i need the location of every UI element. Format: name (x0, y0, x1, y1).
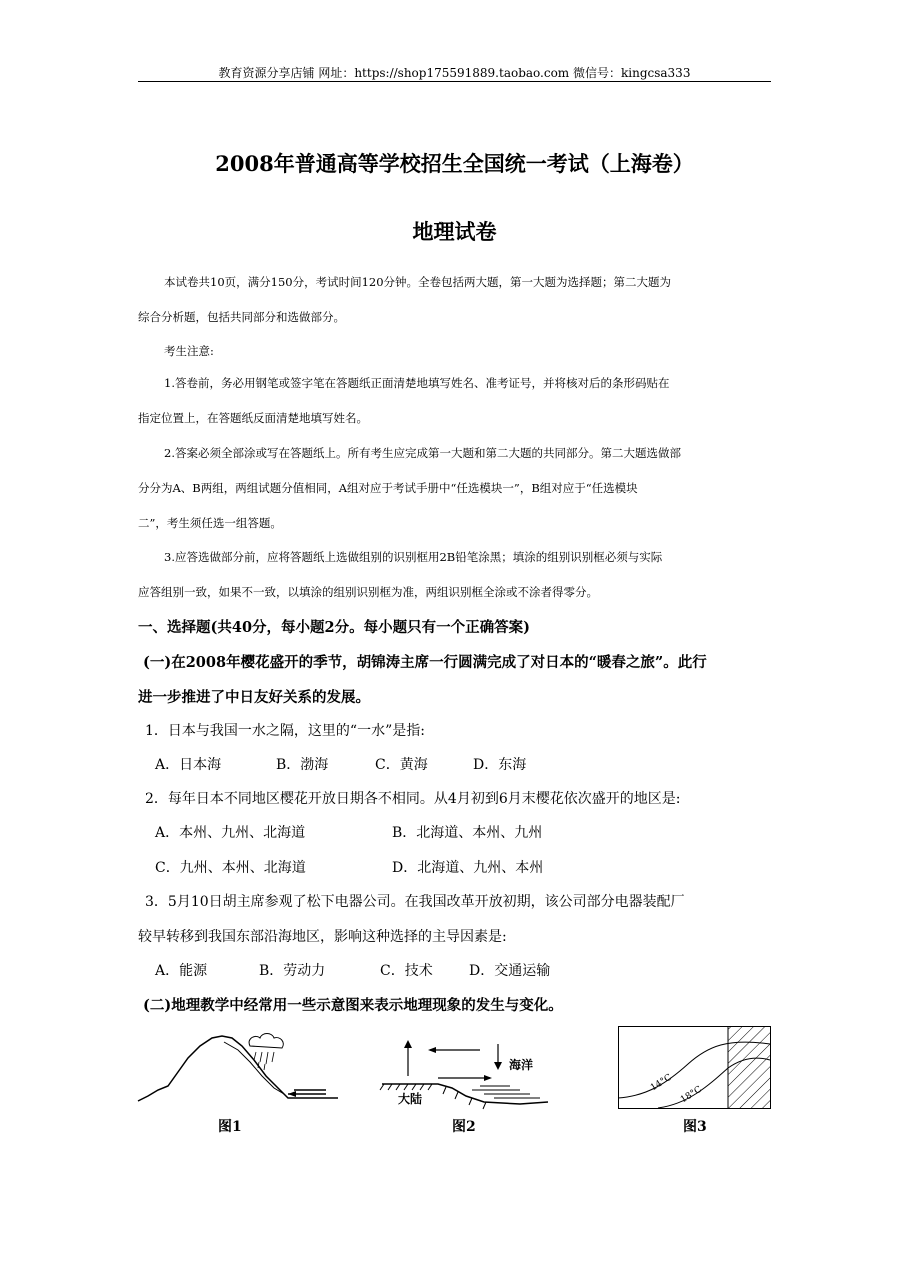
figure-3-label: 图3 (683, 1119, 707, 1135)
intro-line-2: 综合分析题，包括共同部分和选做部分。 (138, 310, 345, 324)
q1-option-a: A．日本海 (155, 757, 222, 773)
figure-2-label: 图2 (452, 1119, 476, 1135)
notice-2b: 分分为A、B两组，两组试题分值相同，A组对应于考试手册中“任选模块一”，B组对应于“任选模块 (138, 481, 638, 495)
intro-line-1: 本试卷共10页，满分150分，考试时间120分钟。全卷包括两大题，第一大题为选择题；第二大题为 (164, 275, 672, 289)
figure-1-diagram (138, 1028, 338, 1108)
q2-option-d: D．北海道、九州、本州 (392, 860, 544, 876)
group-2-intro: (二)地理教学中经常用一些示意图来表示地理现象的发生与变化。 (143, 997, 563, 1014)
q1-option-b: B．渤海 (276, 757, 329, 773)
notice-1a: 1.答卷前，务必用钢笔或签字笔在答题纸正面清楚地填写姓名、准考证号，并将核对后的条形码贴在 (164, 376, 670, 390)
q3-option-d: D．交通运输 (469, 963, 551, 979)
q2-stem: 2．每年日本不同地区樱花开放日期各不相同。从4月初到6月末樱花依次盛开的地区是: (145, 791, 681, 807)
figure-3-isotherm-14: 14°C (649, 1072, 674, 1094)
notice-3b: 应答组别一致，如果不一致，以填涂的组别识别框为准，两组识别框全涂或不涂者得零分。 (138, 585, 598, 599)
q2-option-b: B．北海道、本州、九州 (392, 825, 543, 841)
figure-1-label: 图1 (218, 1119, 242, 1135)
notice-1b: 指定位置上，在答题纸反面清楚地填写姓名。 (138, 411, 368, 425)
header-rule (138, 81, 771, 82)
q3-option-a: A．能源 (155, 963, 208, 979)
q3-option-b: B．劳动力 (259, 963, 326, 979)
figure-3-isotherm-18: 18°C (679, 1084, 704, 1106)
notice-title: 考生注意: (164, 344, 214, 358)
q3-stem-a: 3．5月10日胡主席参观了松下电器公司。在我国改革开放初期，该公司部分电器装配厂 (145, 894, 685, 910)
q1-option-c: C．黄海 (375, 757, 428, 773)
group-1-intro-a: (一)在2008年樱花盛开的季节，胡锦涛主席一行圆满完成了对日本的“暖春之旅”。此行 (143, 654, 707, 671)
figure-2-ocean-label: 海洋 (509, 1058, 534, 1072)
figure-2-land-label: 大陆 (398, 1092, 423, 1106)
exam-subtitle: 地理试卷 (412, 219, 497, 244)
notice-2a: 2.答案必须全部涂或写在答题纸上。所有考生应完成第一大题和第二大题的共同部分。第二大题选做部 (164, 446, 681, 460)
q2-option-c: C．九州、本州、北海道 (155, 860, 306, 876)
q3-option-c: C．技术 (380, 963, 433, 979)
notice-3a: 3.应答选做部分前，应将答题纸上选做组别的识别框用2B铅笔涂黑；填涂的组别识别框必须与实际 (164, 550, 663, 564)
q1-stem: 1．日本与我国一水之隔，这里的“一水”是指: (145, 723, 425, 739)
notice-2c: 二”，考生须任选一组答题。 (138, 516, 282, 530)
section-1-heading: 一、选择题(共40分，每小题2分。每小题只有一个正确答案) (138, 619, 530, 636)
group-1-intro-b: 进一步推进了中日友好关系的发展。 (138, 689, 370, 706)
page-header: 教育资源分享店铺 网址：https://shop175591889.taobao.com 微信号：kingcsa333 (218, 66, 691, 80)
q1-option-d: D．东海 (473, 757, 527, 773)
q2-option-a: A．本州、九州、北海道 (155, 825, 306, 841)
exam-title: 2008年普通高等学校招生全国统一考试（上海卷） (215, 151, 694, 176)
q3-stem-b: 较早转移到我国东部沿海地区，影响这种选择的主导因素是: (138, 929, 507, 945)
